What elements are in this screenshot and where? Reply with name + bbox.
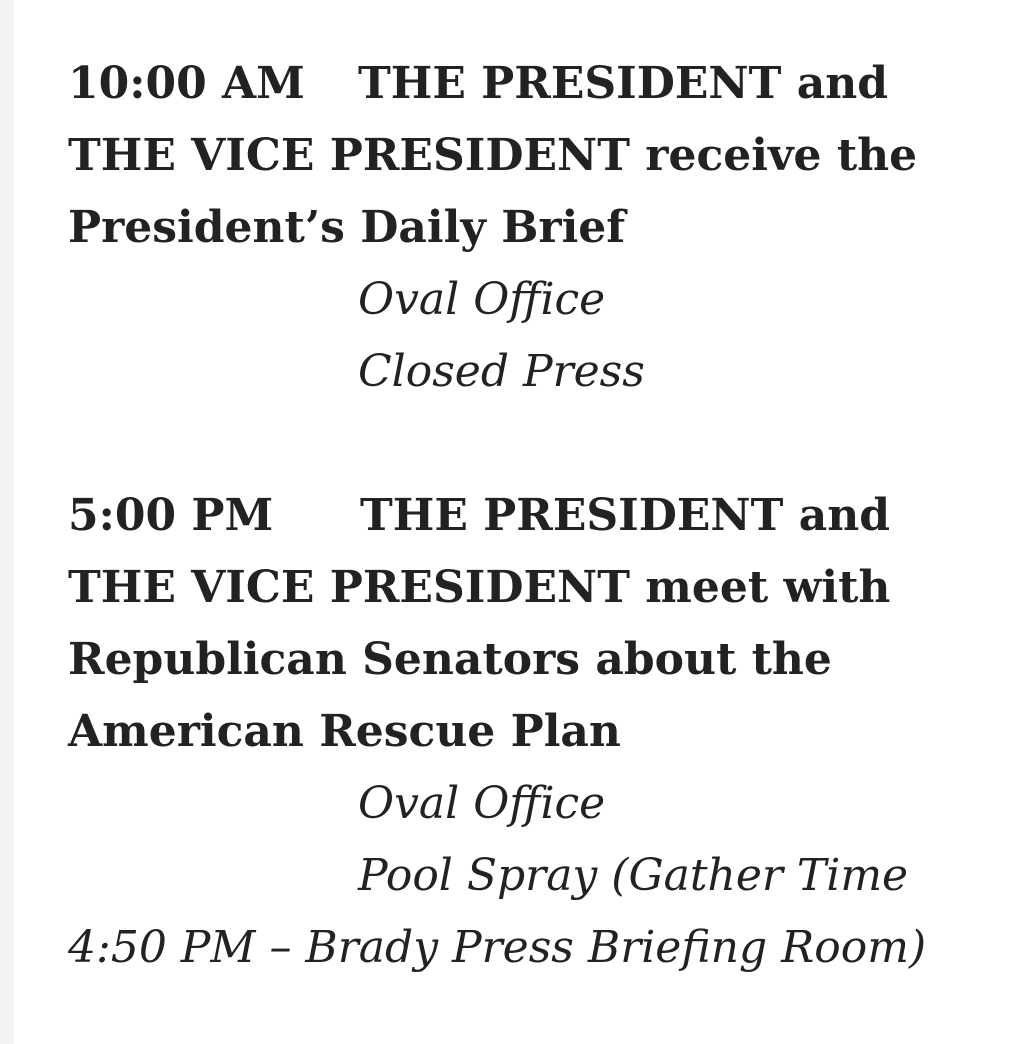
- event-2-title-line-1: [68, 490, 890, 541]
- event-2-title-line-3: Republican Senators about the: [68, 634, 832, 685]
- event-2-title-line-2: THE VICE PRESIDENT meet with: [68, 562, 891, 613]
- event-1-title-line-2: THE VICE PRESIDENT receive the: [68, 130, 918, 181]
- event-1-location: Oval Office: [358, 274, 606, 325]
- event-2-title-line-4: American Rescue Plan: [68, 706, 621, 757]
- event-1-title-line-3: President’s Daily Brief: [68, 202, 626, 253]
- event-2-title-1: THE PRESIDENT and: [360, 490, 890, 541]
- event-1-title-line-1: [68, 58, 888, 109]
- page-left-margin: [0, 0, 14, 1044]
- event-2-press-line-2: 4:50 PM – Brady Press Briefing Room): [68, 922, 927, 973]
- event-1-time: 10:00 AM: [68, 58, 305, 109]
- event-2-time: 5:00 PM: [68, 490, 274, 541]
- event-2-location: Oval Office: [358, 778, 606, 829]
- event-2-press-line-1: Pool Spray (Gather Time: [358, 850, 909, 901]
- event-1-title-1: THE PRESIDENT and: [358, 58, 888, 109]
- event-1-press: Closed Press: [358, 346, 645, 397]
